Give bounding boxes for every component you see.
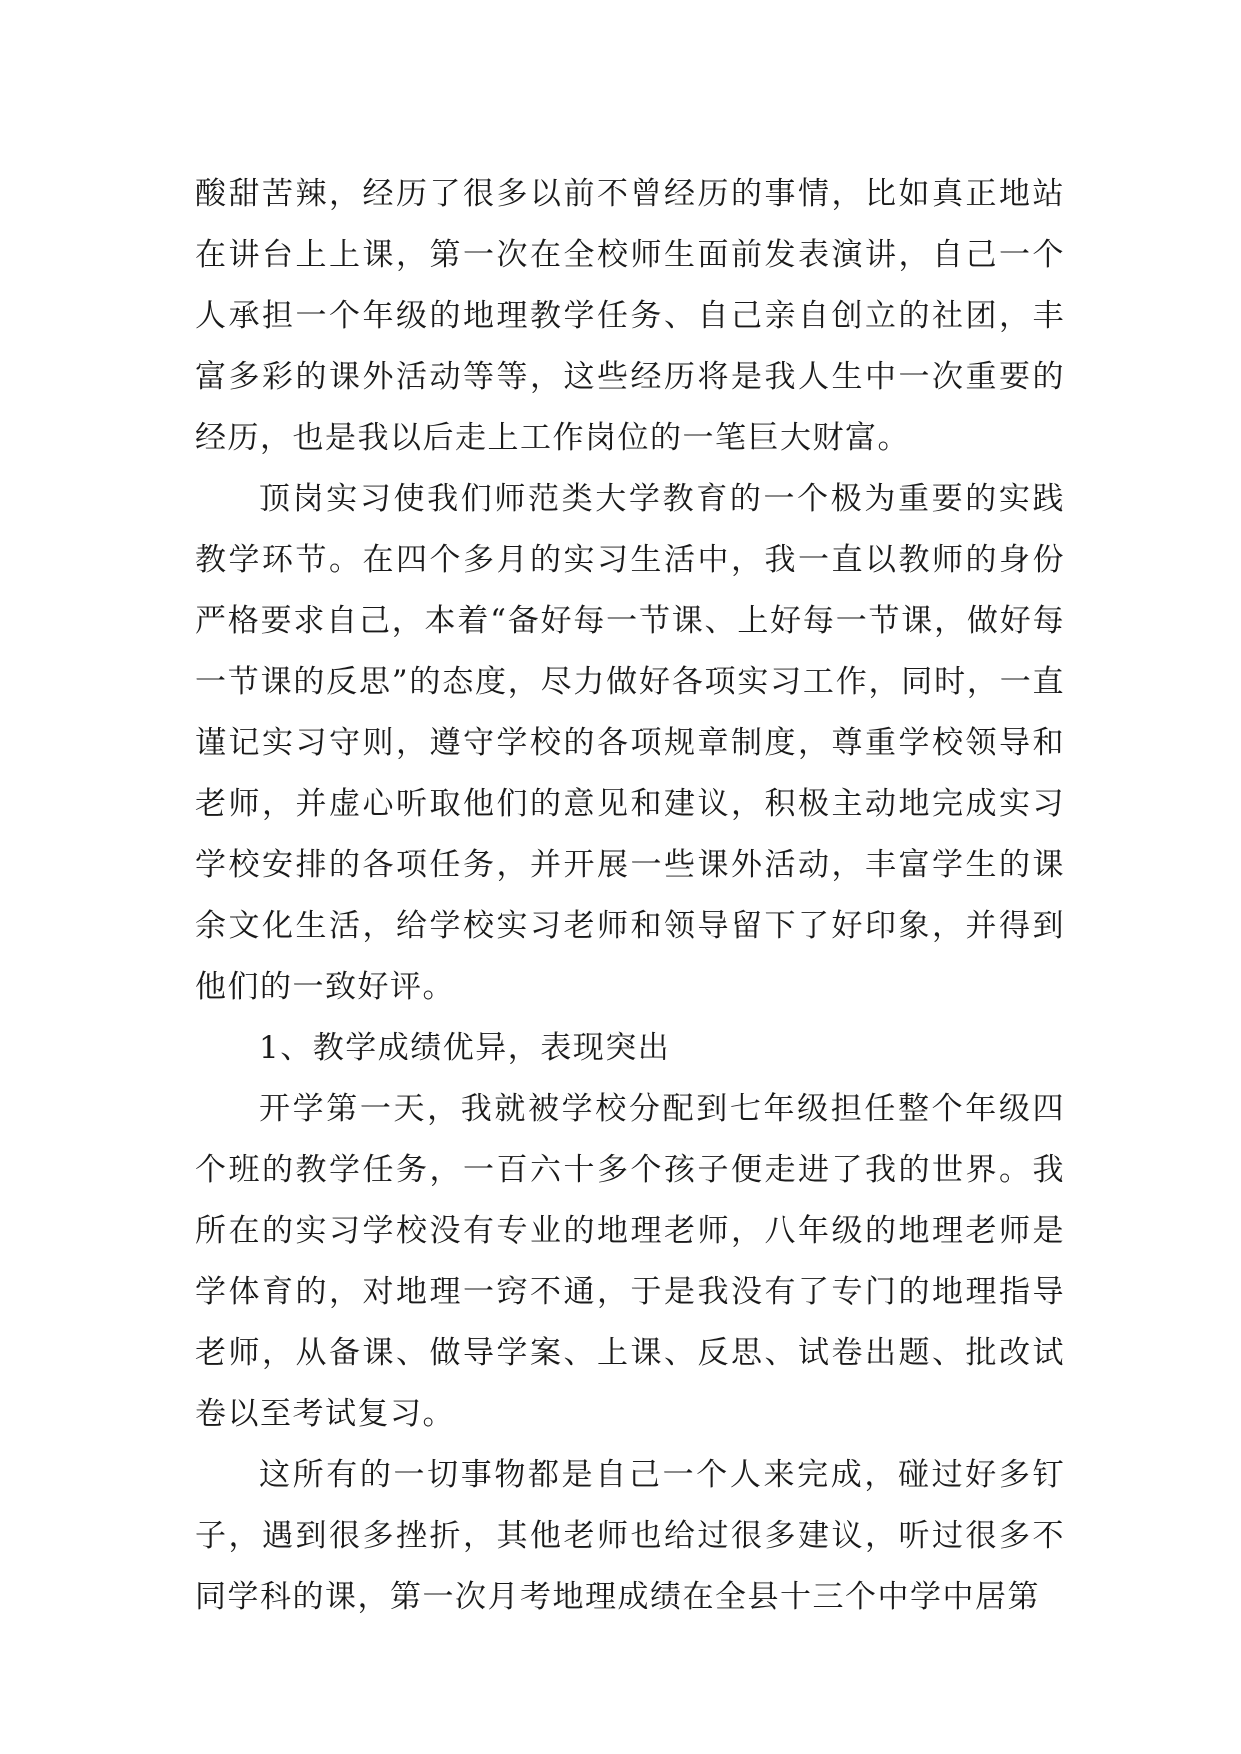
paragraph-3: 开学第一天，我就被学校分配到七年级担任整个年级四个班的教学任务，一百六十多个孩子便走进了我的世界。我所在的实习学校没有专业的地理老师，八年级的地理老师是学体育的，对地理一窍不通，于是我没有了专门的地理指导老师，从备课、做导学案、上课、反思、试卷出题、批改试卷以至考试复习。 — [195, 1091, 1065, 1432]
paragraph-4: 这所有的一切事物都是自己一个人来完成，碰过好多钉子，遇到很多挫折，其他老师也给过很多建议，听过很多不同学科的课，第一次月考地理成绩在全县十三个中学中居第 — [195, 1457, 1065, 1615]
section-heading: 1、教学成绩优异，表现突出 — [259, 1030, 671, 1066]
document-body — [195, 164, 1065, 1628]
paragraph-2: 顶岗实习使我们师范类大学教育的一个极为重要的实践教学环节。在四个多月的实习生活中，我一直以教师的身份严格要求自己，本着“备好每一节课、上好每一节课，做好每一节课的反思”的态度，尽力做好各项实习工作，同时，一直谨记实习守则，遵守学校的各项规章制度，尊重学校领导和老师，并虚心听取他们的意见和建议，积极主动地完成实习学校安排的各项任务，并开展一些课外活动，丰富学生的课余文化生活，给学校实习老师和领导留下了好印象，并得到他们的一致好评。 — [195, 481, 1065, 1005]
paragraph-1: 酸甜苦辣，经历了很多以前不曾经历的事情，比如真正地站在讲台上上课，第一次在全校师生面前发表演讲，自己一个人承担一个年级的地理教学任务、自己亲自创立的社团，丰富多彩的课外活动等等，这些经历将是我人生中一次重要的经历，也是我以后走上工作岗位的一笔巨大财富。 — [195, 176, 1065, 456]
